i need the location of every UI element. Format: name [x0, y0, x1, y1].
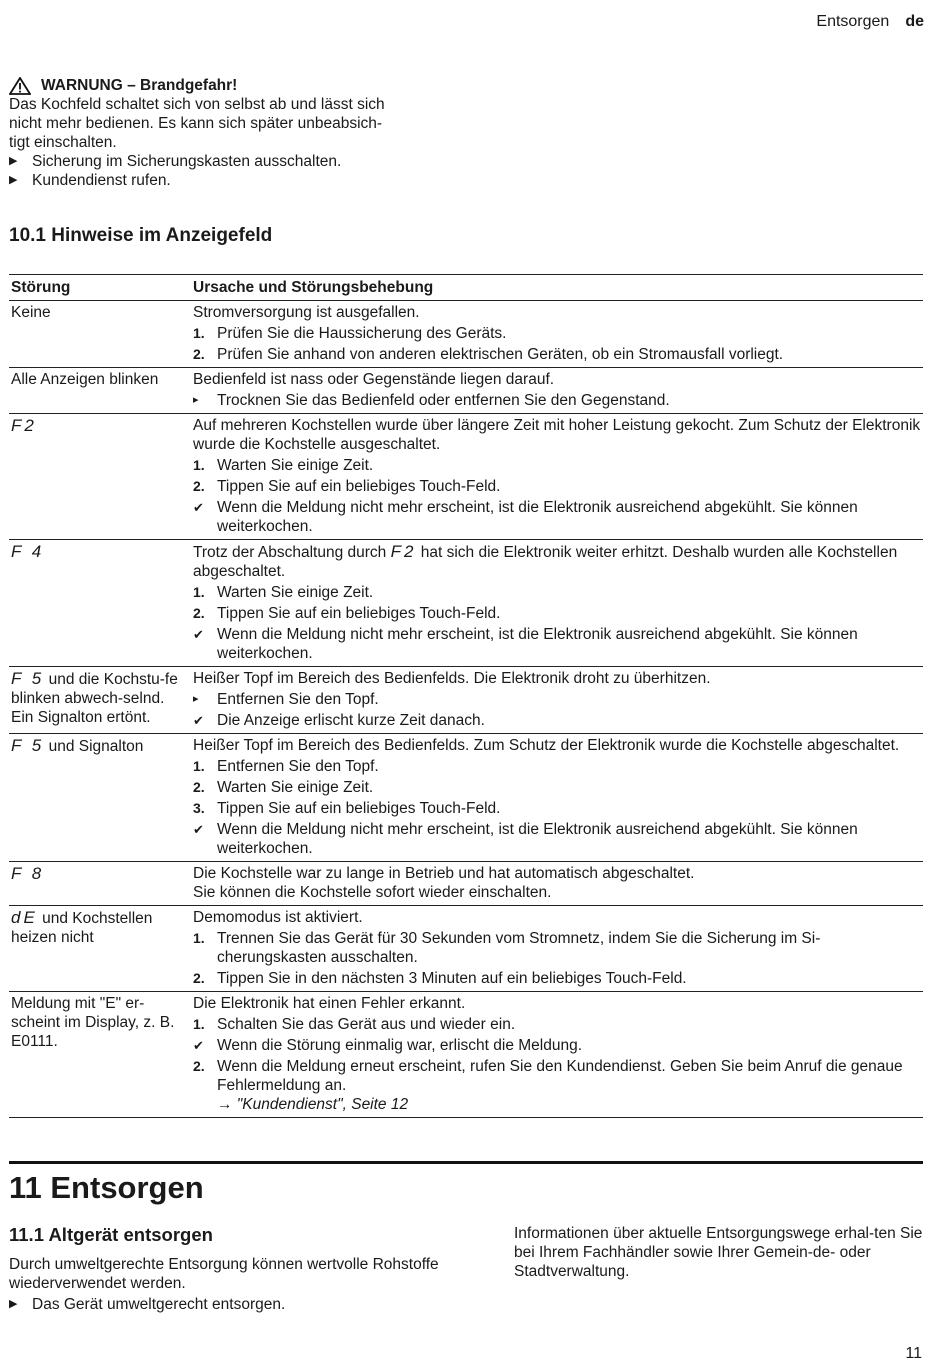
- fault-code: F2: [11, 416, 37, 435]
- checkmark-icon: ✔: [193, 1038, 204, 1053]
- checkmark-icon: ✔: [193, 627, 204, 642]
- warning-line: tigt einschalten.: [9, 134, 117, 151]
- table-row: [9, 906, 923, 992]
- cross-reference-link[interactable]: → "Kundendienst", Seite 12: [217, 1096, 409, 1113]
- step-item: 2. Tippen Sie auf ein beliebiges Touch-Feld.: [193, 478, 501, 495]
- fault-table: [9, 274, 923, 1118]
- cause-cell: Bedienfeld ist nass oder Gegenstände liegen darauf. ▸ Trocknen Sie das Bedienfeld oder entfernen Sie den Gegenstand.: [191, 368, 923, 414]
- step-item: 1. Entfernen Sie den Topf.: [193, 758, 379, 775]
- checkmark-icon: ✔: [193, 500, 204, 515]
- checkmark-icon: ✔: [193, 713, 204, 728]
- warning-triangle-icon: [9, 77, 31, 95]
- result-item: ✔ Die Anzeige erlischt kurze Zeit danach.: [193, 712, 485, 729]
- table-header-row: [9, 275, 923, 301]
- step-item: ▸ Trocknen Sie das Bedienfeld oder entfernen Sie den Gegenstand.: [193, 392, 670, 409]
- cause-cell: Stromversorgung ist ausgefallen. 1. Prüfen Sie die Haussicherung des Geräts. 2. Prüfen Sie anhand von anderen elektrischen Geräten, ob ein Stromausfall vorliegt.: [191, 301, 923, 368]
- checkmark-icon: ✔: [193, 822, 204, 837]
- step-item: ▸ Entfernen Sie den Topf.: [193, 691, 379, 708]
- cause-cell: Auf mehreren Kochstellen wurde über längere Zeit mit hoher Leistung gekocht. Zum Schutz der Elektronik wurde die Kochstelle ausgeschaltet. 1. Warten Sie einige Zeit. 2. Tippen Sie auf ein beliebiges Touch-Feld. ✔ Wenn die Meldung nicht mehr erscheint, ist die Elektronik ausreichend abgekühlt. Sie können weiterkochen.: [191, 414, 923, 540]
- fault-code: F 4: [11, 542, 45, 561]
- step-item: 2. Wenn die Meldung erneut erscheint, rufen Sie den Kundendienst. Geben Sie beim Anruf die genaue Fehlermeldung an. → "Kundendienst", Seite 12: [193, 1058, 903, 1113]
- left-column: [9, 1255, 449, 1314]
- step-item: 2. Warten Sie einige Zeit.: [193, 779, 374, 796]
- warning-bullet: ▶ Kundendienst rufen.: [9, 172, 171, 189]
- fault-cell: [9, 862, 191, 906]
- step-item: 1. Schalten Sie das Gerät aus und wieder ein.: [193, 1016, 516, 1033]
- fault-cell: Keine: [9, 301, 191, 368]
- table-row: [9, 734, 923, 862]
- cause-cell: Die Kochstelle war zu lange in Betrieb und hat automatisch abgeschaltet. Sie können die Kochstelle sofort wieder einschalten.: [191, 862, 923, 906]
- fault-cell: [9, 414, 191, 540]
- table-row: [9, 667, 923, 734]
- step-item: 2. Tippen Sie in den nächsten 3 Minuten auf ein beliebiges Touch-Feld.: [193, 970, 687, 987]
- fault-cell: Alle Anzeigen blinken: [9, 368, 191, 414]
- step-item: 1. Trennen Sie das Gerät für 30 Sekunden vom Stromnetz, indem Sie die Sicherung im Si-cherungskasten ausschalten.: [193, 930, 821, 966]
- fault-cell: F 5 und Signalton: [9, 734, 191, 862]
- step-item: 1. Warten Sie einige Zeit.: [193, 457, 374, 474]
- paragraph: Durch umweltgerechte Entsorgung können wertvolle Rohstoffe wiederverwendet werden.: [9, 1256, 439, 1292]
- cause-cell: Trotz der Abschaltung durch F2 hat sich die Elektronik weiter erhitzt. Deshalb wurden alle Kochstellen abgeschaltet. 1. Warten Sie einige Zeit. 2. Tippen Sie auf ein beliebiges Touch-Feld. ✔ Wenn die Meldung nicht mehr erscheint, ist die Elektronik ausreichend abgekühlt. Sie können weiterkochen.: [191, 540, 923, 667]
- warning-line: nicht mehr bedienen. Es kann sich später unbeabsich-: [9, 115, 383, 132]
- fault-cell: dE und Kochstellen heizen nicht: [9, 906, 191, 992]
- step-item: 1. Warten Sie einige Zeit.: [193, 584, 374, 601]
- step-item: 2. Tippen Sie auf ein beliebiges Touch-Feld.: [193, 605, 501, 622]
- table-row: [9, 414, 923, 540]
- header-lang: de: [905, 13, 924, 30]
- bullet-arrow-icon: ▸: [193, 394, 199, 406]
- page-number: 11: [905, 1345, 922, 1362]
- fault-cell: [9, 540, 191, 667]
- col-header-fault: Störung: [9, 275, 191, 301]
- fault-code: F 5: [11, 669, 45, 688]
- chapter-title: 11 Entsorgen: [9, 1170, 204, 1205]
- warning-title: WARNUNG – Brandgefahr!: [9, 76, 449, 95]
- section-title-10-1: 10.1 Hinweise im Anzeigefeld: [9, 225, 273, 246]
- cause-cell: Die Elektronik hat einen Fehler erkannt. 1. Schalten Sie das Gerät aus und wieder ein. ✔ Wenn die Störung einmalig war, erlischt die Meldung. 2. Wenn die Meldung erneut erscheint, rufen Sie den Kundendienst. Geben Sie beim Anruf die genaue Fehlermeldung an. → "Kundendienst", Seite 12: [191, 992, 923, 1118]
- warning-line: Das Kochfeld schaltet sich von selbst ab und lässt sich: [9, 96, 385, 113]
- table-row: [9, 301, 923, 368]
- table-row: [9, 992, 923, 1118]
- cause-cell: Heißer Topf im Bereich des Bedienfelds. Zum Schutz der Elektronik wurde die Kochstelle abgeschaltet. 1. Entfernen Sie den Topf. 2. Warten Sie einige Zeit. 3. Tippen Sie auf ein beliebiges Touch-Feld. ✔ Wenn die Meldung nicht mehr erscheint, ist die Elektronik ausreichend abgekühlt. Sie können weiterkochen.: [191, 734, 923, 862]
- fault-code: dE: [11, 908, 38, 927]
- result-item: ✔ Wenn die Störung einmalig war, erlischt die Meldung.: [193, 1037, 583, 1054]
- step-item: 1. Prüfen Sie die Haussicherung des Geräts.: [193, 325, 507, 342]
- step-item: 2. Prüfen Sie anhand von anderen elektrischen Geräten, ob ein Stromausfall vorliegt.: [193, 346, 784, 363]
- warning-box: [9, 76, 449, 190]
- section-title-11-1: 11.1 Altgerät entsorgen: [9, 1224, 213, 1245]
- cause-cell: Demomodus ist aktiviert. 1. Trennen Sie das Gerät für 30 Sekunden vom Stromnetz, indem Sie die Sicherung im Si-cherungskasten ausschalten. 2. Tippen Sie in den nächsten 3 Minuten auf ein beliebiges Touch-Feld.: [191, 906, 923, 992]
- table-row: [9, 368, 923, 414]
- fault-code: F 5: [11, 736, 45, 755]
- fault-code: F2: [390, 542, 417, 561]
- bullet-item: ▶ Das Gerät umweltgerecht entsorgen.: [9, 1296, 286, 1313]
- table-row: [9, 540, 923, 667]
- col-header-cause: Ursache und Störungsbehebung: [191, 275, 923, 301]
- result-item: ✔ Wenn die Meldung nicht mehr erscheint, ist die Elektronik ausreichend abgekühlt. Sie können weiterkochen.: [193, 499, 858, 535]
- fault-cell: F 5 und die Kochstu-fe blinken abwech-selnd. Ein Signalton ertönt.: [9, 667, 191, 734]
- bullet-arrow-icon: ▶: [9, 1298, 18, 1310]
- bullet-arrow-icon: ▶: [9, 155, 18, 167]
- step-item: 3. Tippen Sie auf ein beliebiges Touch-Feld.: [193, 800, 501, 817]
- result-item: ✔ Wenn die Meldung nicht mehr erscheint, ist die Elektronik ausreichend abgekühlt. Sie können weiterkochen.: [193, 821, 858, 857]
- fault-cell: Meldung mit "E" er-scheint im Display, z. B. E0111.: [9, 992, 191, 1118]
- result-item: ✔ Wenn die Meldung nicht mehr erscheint, ist die Elektronik ausreichend abgekühlt. Sie können weiterkochen.: [193, 626, 858, 662]
- paragraph: Informationen über aktuelle Entsorgungswege erhal-ten Sie bei Ihrem Fachhändler sowie Ihrer Gemein-de- oder Stadtverwaltung.: [514, 1225, 923, 1280]
- bullet-arrow-icon: ▶: [9, 174, 18, 186]
- right-column: [514, 1224, 924, 1281]
- table-row: [9, 862, 923, 906]
- bullet-arrow-icon: ▸: [193, 693, 199, 705]
- warning-bullet: ▶ Sicherung im Sicherungskasten ausschalten.: [9, 153, 342, 170]
- fault-code: F 8: [11, 864, 45, 883]
- cause-cell: Heißer Topf im Bereich des Bedienfelds. Die Elektronik droht zu überhitzen. ▸ Entfernen Sie den Topf. ✔ Die Anzeige erlischt kurze Zeit danach.: [191, 667, 923, 734]
- header-section: Entsorgen: [816, 13, 890, 30]
- chapter-rule: [9, 1161, 923, 1164]
- running-header: [816, 12, 924, 31]
